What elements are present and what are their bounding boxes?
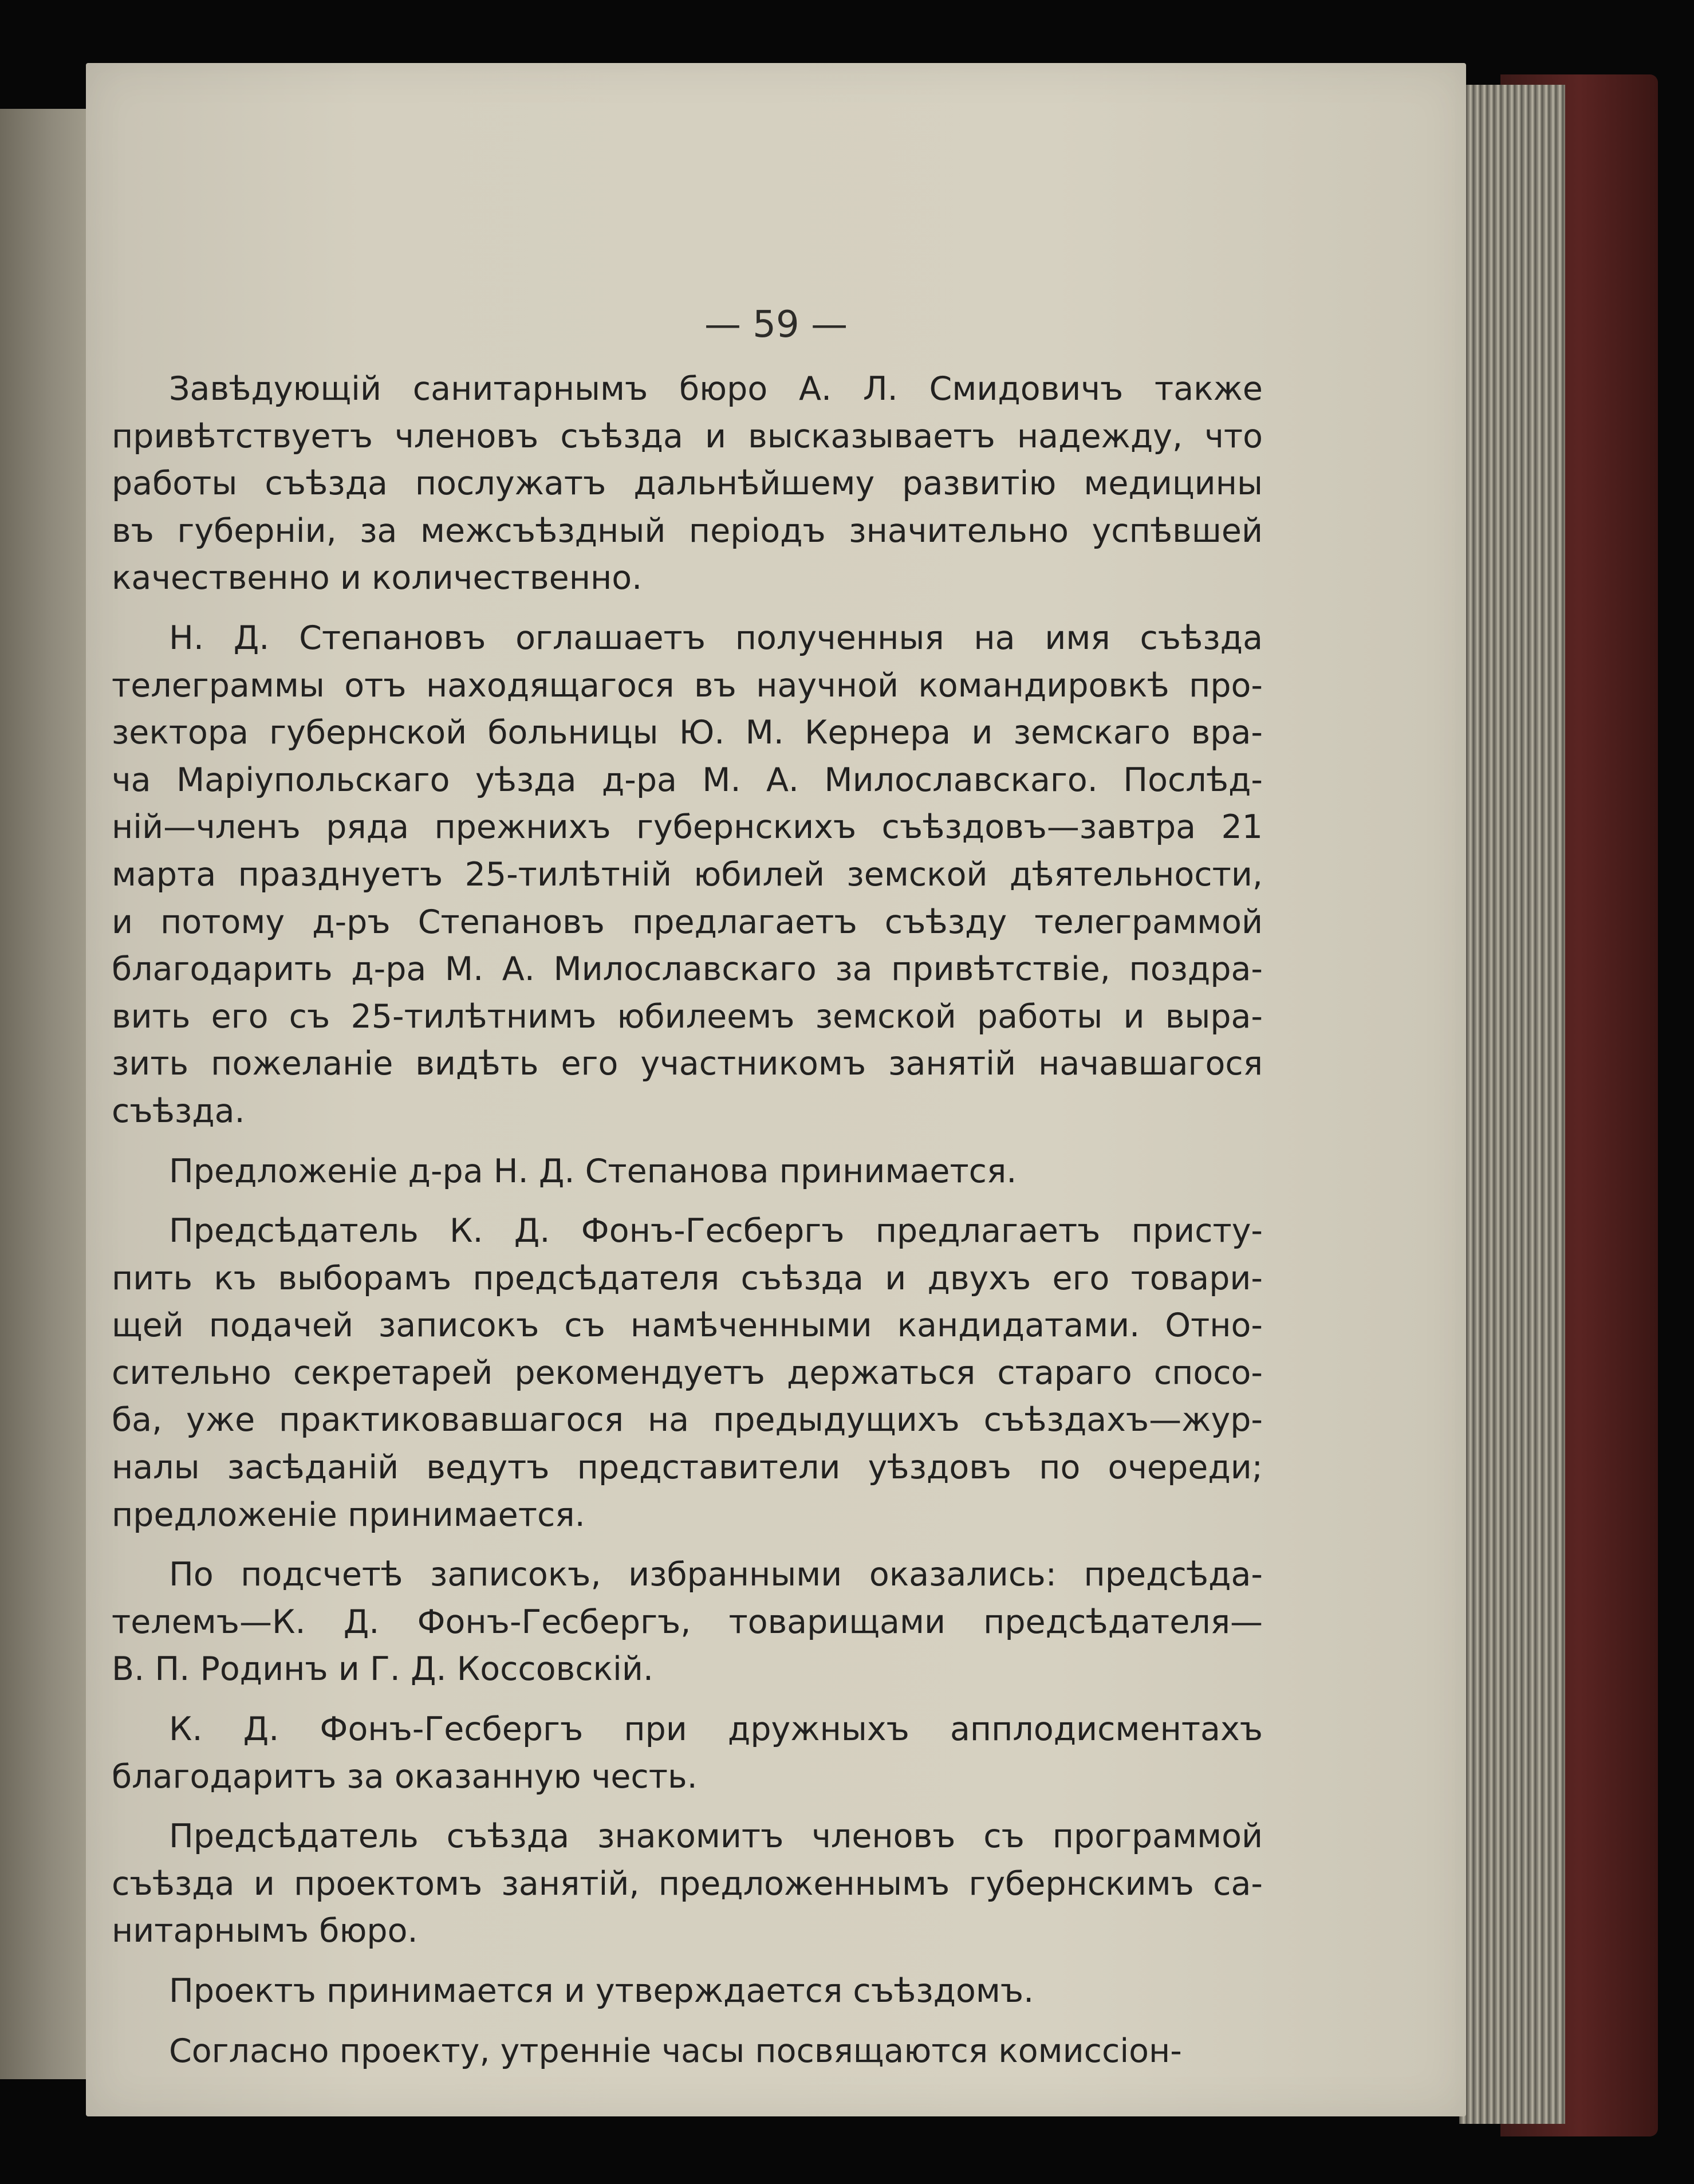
paragraph bbox=[112, 1551, 1263, 1693]
page-text bbox=[112, 365, 1263, 2087]
text-line: Согласно проекту, утренніе часы посвящаются комиссіон- bbox=[169, 2032, 1182, 2070]
page-edges bbox=[1459, 85, 1565, 2124]
text-line: Завѣдующій санитарнымъ бюро А. Л. Смидовичъ также bbox=[169, 370, 1263, 408]
text-line: В. П. Родинъ и Г. Д. Коссовскій. bbox=[112, 1650, 653, 1689]
paragraph bbox=[112, 2028, 1263, 2075]
text-line: Предсѣдатель съѣзда знакомитъ членовъ съ программой bbox=[169, 1817, 1263, 1856]
text-line: По подсчетѣ записокъ, избранными оказались: предсѣда- bbox=[169, 1556, 1263, 1594]
text-line: налы засѣданій ведутъ представители уѣздовъ по очереди; bbox=[112, 1449, 1263, 1487]
text-line: Предсѣдатель К. Д. Фонъ-Гесбергъ предлагаетъ присту- bbox=[169, 1212, 1263, 1250]
text-line: ба, уже практиковавшагося на предыдущихъ съѣздахъ—жур- bbox=[112, 1401, 1263, 1439]
text-line: Предложеніе д-ра Н. Д. Степанова принимается. bbox=[169, 1152, 1017, 1190]
text-line: благодарить д-ра М. А. Милославскаго за привѣтствіе, поздра- bbox=[112, 950, 1263, 989]
paragraph bbox=[112, 1706, 1263, 1800]
book-page bbox=[86, 63, 1466, 2116]
text-line: марта празднуетъ 25-тилѣтній юбилей земской дѣятельности, bbox=[112, 855, 1263, 894]
text-line: качественно и количественно. bbox=[112, 559, 643, 597]
text-line: ній—членъ ряда прежнихъ губернскихъ съѣздовъ—завтра 21 bbox=[112, 808, 1263, 847]
paragraph bbox=[112, 1967, 1263, 2015]
paragraph bbox=[112, 1207, 1263, 1538]
text-line: ча Маріупольскаго уѣзда д-ра М. А. Милославскаго. Послѣд- bbox=[112, 761, 1263, 799]
text-line: привѣтствуетъ членовъ съѣзда и высказываетъ надежду, что bbox=[112, 417, 1263, 455]
text-line: Проектъ принимается и утверждается съѣздомъ. bbox=[169, 1972, 1034, 2010]
text-line: щей подачей записокъ съ намѣченными кандидатами. Отно- bbox=[112, 1307, 1263, 1345]
text-line: работы съѣзда послужатъ дальнѣйшему развитію медицины bbox=[112, 465, 1263, 503]
text-line: и потому д-ръ Степановъ предлагаетъ съѣзду телеграммой bbox=[112, 903, 1263, 941]
text-line: благодаритъ за оказанную честь. bbox=[112, 1757, 698, 1796]
paragraph bbox=[112, 615, 1263, 1135]
text-line: К. Д. Фонъ-Гесбергъ при дружныхъ апплодисментахъ bbox=[169, 1710, 1263, 1749]
left-page-edge bbox=[0, 109, 94, 2079]
text-line: телемъ—К. Д. Фонъ-Гесбергъ, товарищами предсѣдателя— bbox=[112, 1603, 1263, 1641]
paragraph bbox=[112, 365, 1263, 602]
paragraph bbox=[112, 1813, 1263, 1955]
text-line: сительно секретарей рекомендуетъ держаться стараго спосо- bbox=[112, 1353, 1263, 1392]
text-line: съѣзда. bbox=[112, 1092, 245, 1130]
paragraph bbox=[112, 1148, 1263, 1195]
text-line: вить его съ 25-тилѣтнимъ юбилеемъ земской работы и выра- bbox=[112, 997, 1263, 1036]
text-line: зить пожеланіе видѣть его участникомъ занятій начавшагося bbox=[112, 1045, 1263, 1083]
text-line: предложеніе принимается. bbox=[112, 1496, 585, 1534]
text-line: нитарнымъ бюро. bbox=[112, 1912, 418, 1950]
text-line: пить къ выборамъ предсѣдателя съѣзда и двухъ его товари- bbox=[112, 1259, 1263, 1297]
page-number: — 59 — bbox=[704, 304, 848, 346]
text-line: въ губерніи, за межсъѣздный періодъ значительно успѣвшей bbox=[112, 511, 1263, 550]
text-line: съѣзда и проектомъ занятій, предложеннымъ губернскимъ са- bbox=[112, 1864, 1263, 1903]
text-line: зектора губернской больницы Ю. М. Кернера и земскаго вра- bbox=[112, 714, 1263, 752]
text-line: Н. Д. Степановъ оглашаетъ полученныя на имя съѣзда bbox=[169, 619, 1263, 657]
text-line: телеграммы отъ находящагося въ научной командировкѣ про- bbox=[112, 666, 1263, 705]
